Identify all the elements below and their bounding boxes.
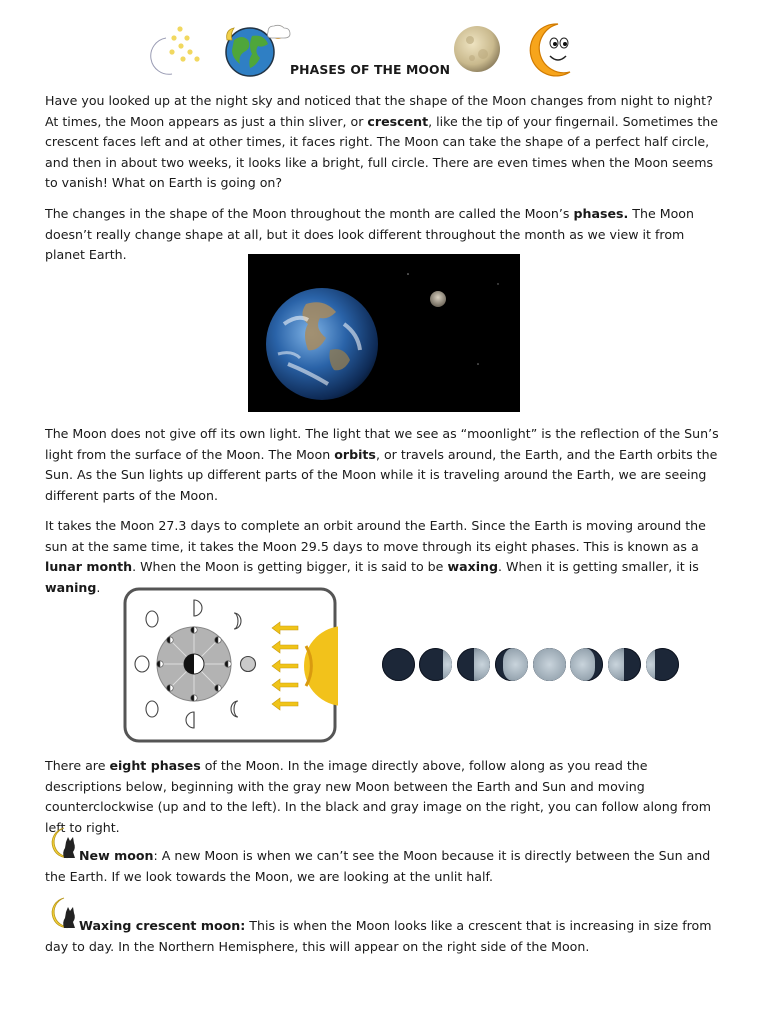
phase-lit-area	[474, 648, 490, 681]
phase-first-quarter	[457, 648, 490, 681]
full-moon-icon	[452, 24, 502, 74]
phase-lit-area	[503, 648, 528, 681]
intro-text: Have you looked up at the night sky and noticed that the shape of the Moon changes from night to night? At times, the Moon appears as just a thin sliver, or	[45, 93, 713, 129]
phase-lit-area	[646, 648, 655, 681]
term-phases: phases.	[573, 206, 629, 221]
new-moon-text: A new Moon is when we can’t see the Moon because it is directly between the Sun and the Earth. If we look towards the Moon, we are looking at the unlit half.	[45, 848, 711, 884]
phase-full-moon	[533, 648, 566, 681]
stars-moon-icon	[150, 24, 206, 76]
term-lunar-month: lunar month	[45, 559, 133, 574]
moonlight-paragraph	[45, 424, 725, 506]
page-title: PHASES OF THE MOON	[290, 62, 451, 77]
term-waxing: waxing	[447, 559, 498, 574]
term-new-moon: New moon	[79, 848, 154, 863]
new-moon-description	[45, 846, 725, 887]
lunar-text-2: . When the Moon is getting bigger, it is said to be	[132, 559, 448, 574]
intro-paragraph	[45, 91, 725, 194]
waxing-crescent-text: This is when the Moon looks like a crescent that is increasing in size from day to day. In the Northern Hemisphere, this will appear on the right side of the Moon.	[45, 918, 712, 954]
phase-new-moon	[382, 648, 415, 681]
smiling-crescent-moon-icon	[528, 22, 578, 78]
lunar-text-3: . When it is getting smaller, it is	[498, 559, 699, 574]
eight-phases-text: There are	[45, 758, 110, 773]
phase-waning-crescent	[646, 648, 679, 681]
intro-text-cont: , like the tip of your fingernail. Sometimes the crescent faces left and at other times, it faces right. The Moon can take the shape of a perfect half circle, and then in about two weeks, it looks like a bright, full circle. There are even times when the Moon seems to vanish! What on Earth is going on?	[45, 113, 719, 190]
phase-waxing-gibbous	[495, 648, 528, 681]
phase-lit-area	[570, 648, 595, 681]
eight-phases-text-cont: of the Moon. In the image directly above, follow along as you read the descriptions below, beginning with the gray new Moon between the Earth and Sun and moving counterclockwise (up and to the left). In the black and gray image on the right, you can follow along from left to right.	[45, 758, 712, 835]
phase-lit-area	[443, 648, 452, 681]
moon-orbit-diagram	[122, 586, 338, 744]
phases-text-cont: The Moon doesn’t really change shape at all, but it does look different throughout the month as we view it from planet Earth.	[45, 206, 694, 262]
term-waning: waning	[45, 579, 97, 595]
phase-lit-area	[608, 648, 624, 681]
earth-moon-illustration	[248, 254, 520, 412]
moonlight-text: The Moon does not give off its own light. The light that we see as “moonlight” is the reflection of the Sun’s light from the surface of the Moon. The Moon	[45, 426, 719, 462]
phase-third-quarter	[608, 648, 641, 681]
lunar-text-1: It takes the Moon 27.3 days to complete an orbit around the Earth. Since the Earth is moving around the sun at the same time, it takes the Moon 29.5 days to move through its eight phases. This is known as a	[45, 518, 706, 554]
term-orbits: orbits	[334, 446, 376, 462]
eight-phases-paragraph	[45, 756, 725, 838]
term-eight-phases: eight phases	[109, 758, 201, 773]
term-waxing-crescent: Waxing crescent moon:	[79, 918, 246, 933]
phases-text: The changes in the shape of the Moon throughout the month are called the Moon’s	[45, 206, 574, 221]
separator: :	[153, 848, 162, 863]
phase-waning-gibbous	[570, 648, 603, 681]
phase-waxing-crescent	[419, 648, 452, 681]
lunar-text-4: .	[96, 579, 101, 595]
earth-icon	[222, 22, 292, 78]
waxing-crescent-description	[45, 916, 725, 957]
moonlight-text-cont: , or travels around, the Earth, and the Earth orbits the Sun. As the Sun lights up different parts of the Moon while it is traveling around the Earth, we are seeing different parts of the Moon.	[45, 446, 718, 503]
term-crescent: crescent	[367, 113, 429, 129]
earth-moon-space-image	[248, 254, 520, 412]
phase-lit-area	[533, 648, 566, 681]
